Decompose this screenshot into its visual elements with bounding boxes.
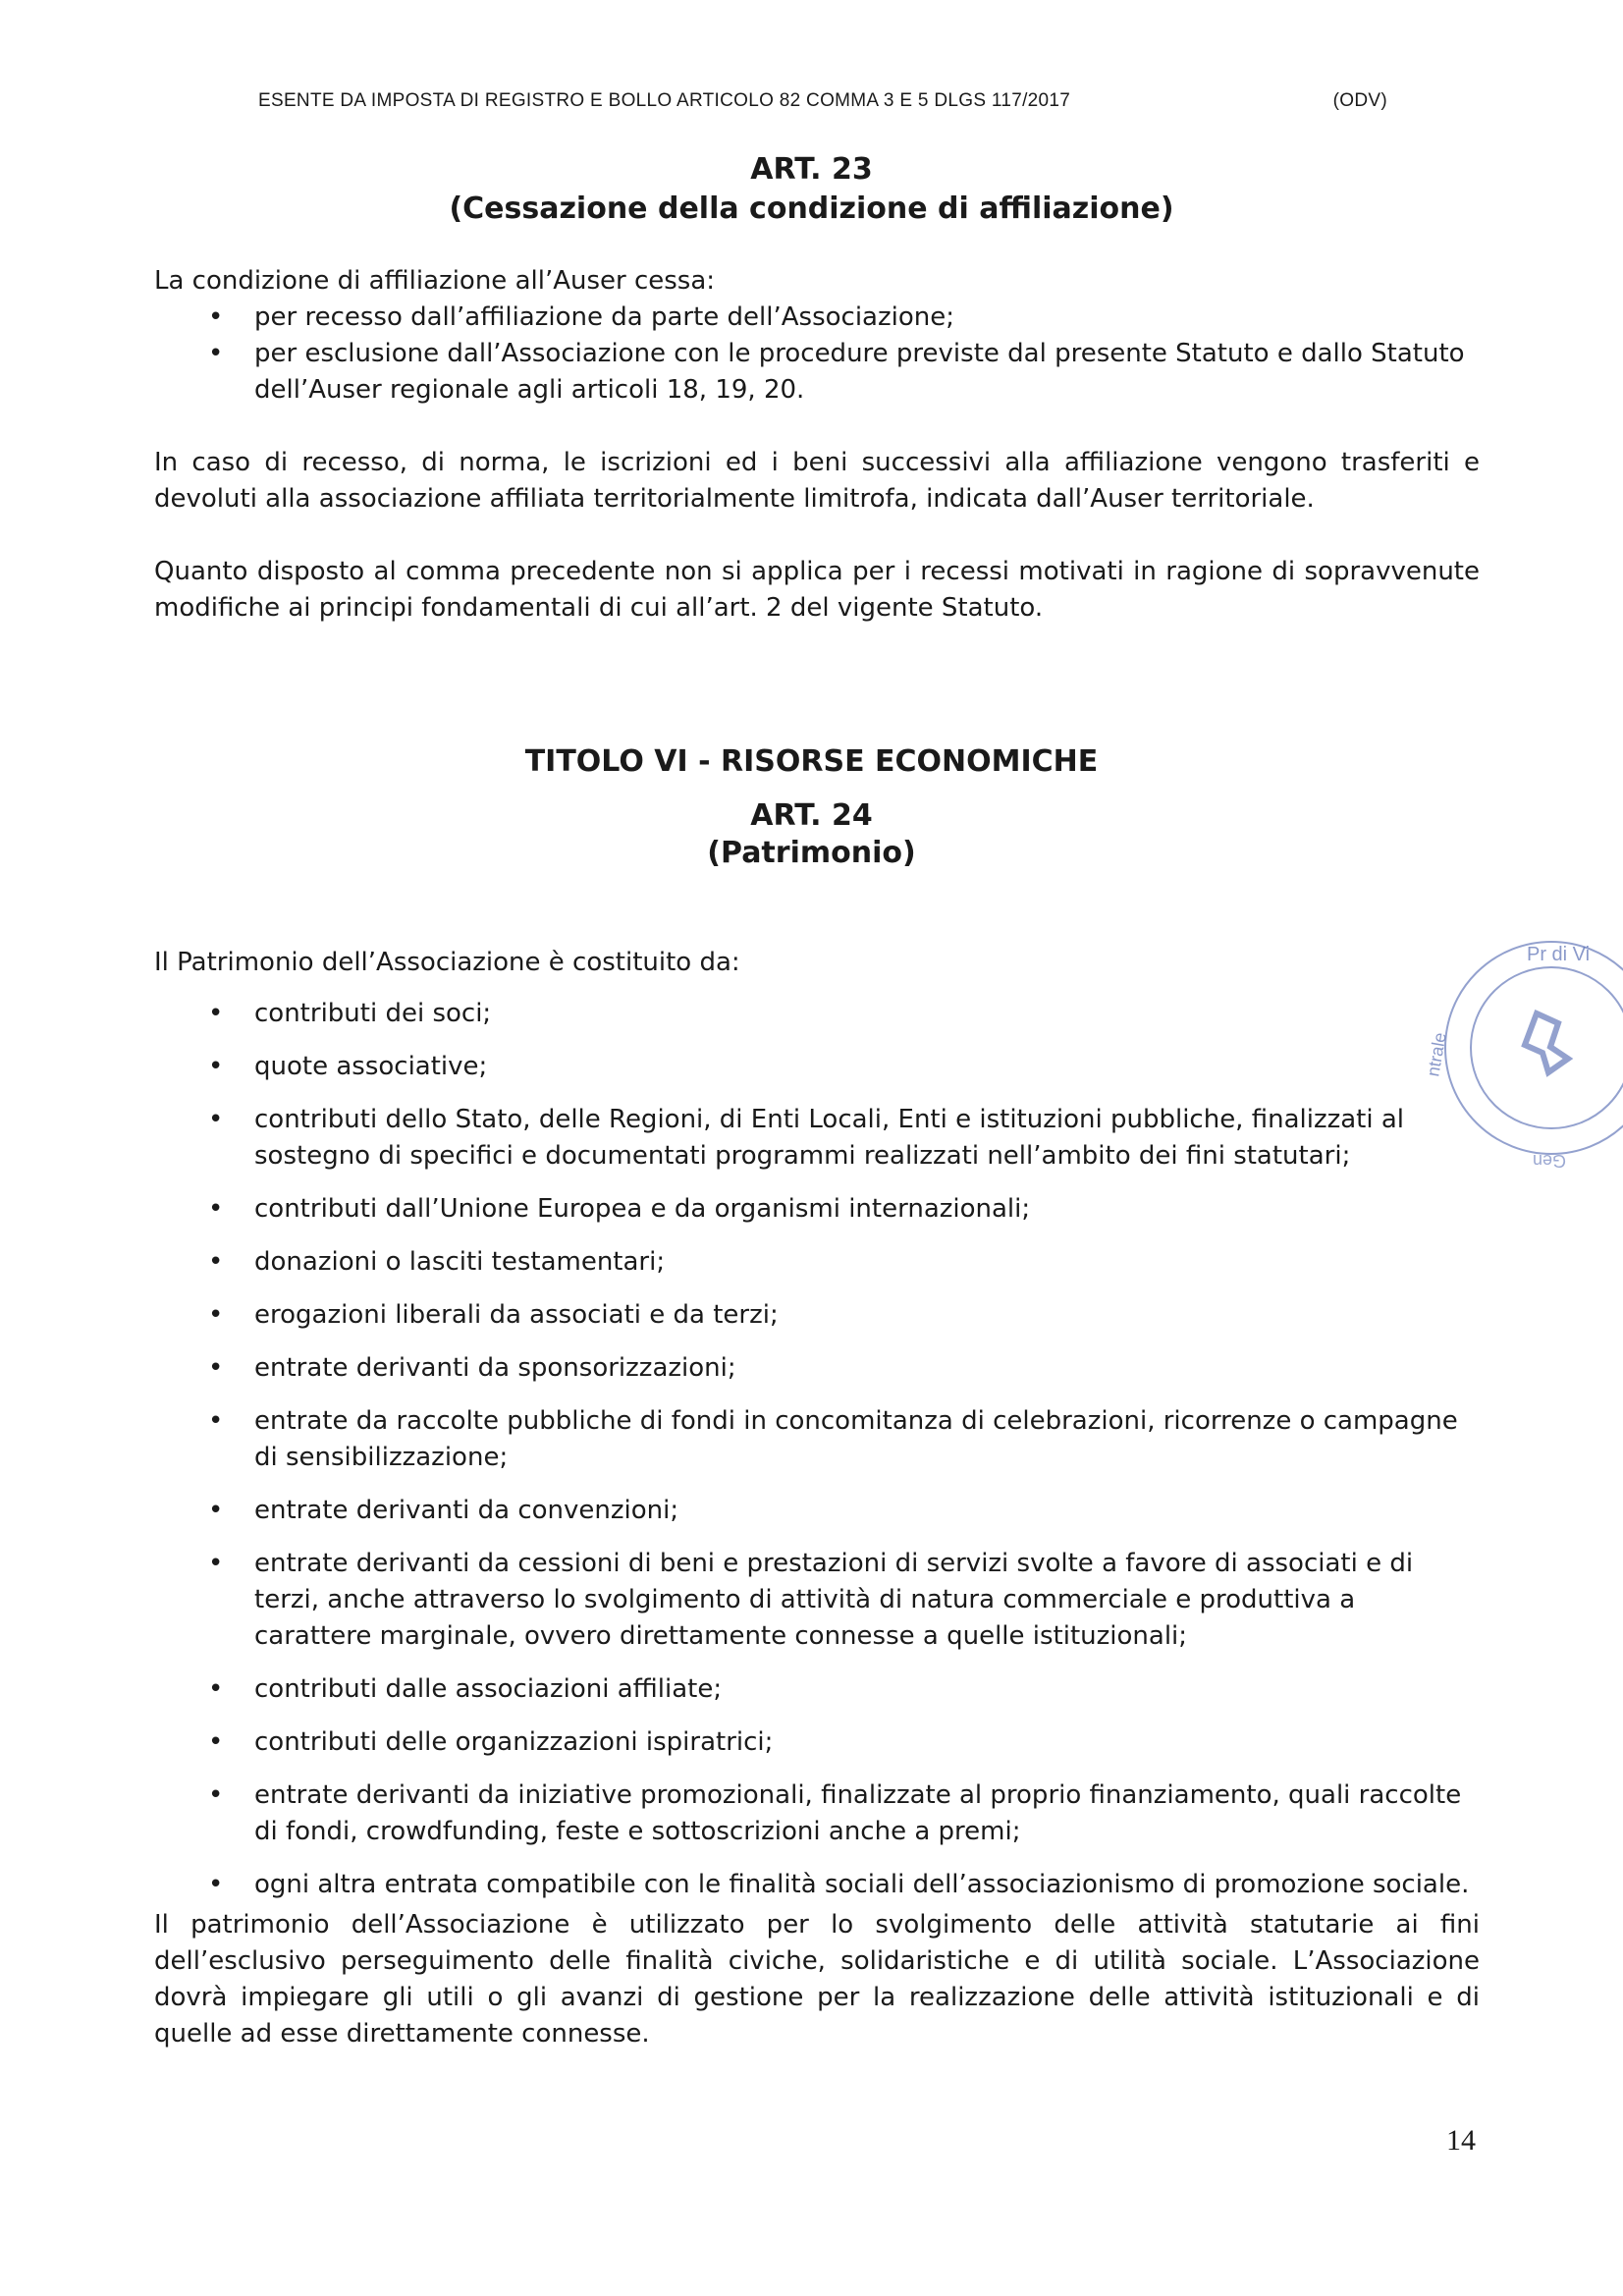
list-item: • entrate derivanti da convenzioni; [154,1493,1480,1529]
art23-paragraph-recesso: In caso di recesso, di norma, le iscrizioni ed i beni successivi alla affiliazione vengono trasferiti e devoluti alla associazione affiliata territorialmente limitrofa, indicata dall’Auser territoriale. [154,448,1480,514]
art24-title: (Patrimonio) [707,836,916,870]
stamp-text-top: Pr di Vi [1527,944,1591,965]
art24-list [154,996,1480,1903]
titolo-heading: TITOLO VI - RISORSE ECONOMICHE [524,744,1099,779]
list-item: • ogni altra entrata compatibile con le finalità sociali dell’associazionismo di promozione sociale. [154,1867,1480,1903]
art23-list [154,300,1480,409]
page-number: 14 [1446,2124,1476,2157]
list-item: • per esclusione dall’Associazione con le procedure previste dal presente Statuto e dallo Statuto dell’Auser regionale agli articoli 18, 19, 20. [154,336,1480,409]
stamp-icon [1389,935,1623,1180]
list-item: • erogazioni liberali da associati e da terzi; [154,1297,1480,1334]
list-item: • contributi dalle associazioni affiliate; [154,1671,1480,1708]
art23-number: ART. 23 [750,152,873,187]
list-item: • contributi dello Stato, delle Regioni, di Enti Locali, Enti e istituzioni pubbliche, finalizzati al sostegno di specifici e documentati programmi realizzati nell’ambito dei fini statutari; [154,1102,1480,1175]
header-exemption-note: ESENTE DA IMPOSTA DI REGISTRO E BOLLO ARTICOLO 82 COMMA 3 E 5 DLGS 117/2017 [258,90,1071,111]
art24-closing-paragraph: Il patrimonio dell’Associazione è utilizzato per lo svolgimento delle attività statutarie ai fini dell’esclusivo perseguimento delle finalità civiche, solidaristiche e di utilità sociale. L’Associazione dovrà impiegare gli utili o gli avanzi di gestione per la realizzazione delle attività istituzionali e di quelle ad esse direttamente connesse. [154,1910,1480,2049]
list-item: • entrate da raccolte pubbliche di fondi in concomitanza di celebrazioni, ricorrenze o campagne di sensibilizzazione; [154,1403,1480,1476]
header-odv-tag: (ODV) [1332,90,1387,111]
art23-title: (Cessazione della condizione di affiliazione) [449,191,1174,226]
list-item: • per recesso dall’affiliazione da parte dell’Associazione; [154,300,1480,336]
official-stamp [1389,935,1623,1180]
list-item: • contributi dall’Unione Europea e da organismi internazionali; [154,1191,1480,1228]
list-item: • entrate derivanti da sponsorizzazioni; [154,1350,1480,1387]
list-item: • contributi delle organizzazioni ispiratrici; [154,1724,1480,1761]
stamp-text-side: ntrale [1423,1030,1450,1078]
list-item: • entrate derivanti da cessioni di beni e prestazioni di servizi svolte a favore di associati e di terzi, anche attraverso lo svolgimento di attività di natura commerciale e produttiva a carattere marginale, ovvero direttamente connesse a quelle istituzionali; [154,1546,1480,1655]
art23-paragraph-eccezione: Quanto disposto al comma precedente non si applica per i recessi motivati in ragione di sopravvenute modifiche ai principi fondamentali di cui all’art. 2 del vigente Statuto. [154,557,1480,623]
art23-body [154,263,1480,627]
art23-intro: La condizione di affiliazione all’Auser cessa: [154,266,716,296]
page-header [258,90,1387,112]
stamp-text-bottom: Gen [1532,1151,1566,1171]
list-item: • contributi dei soci; [154,996,1480,1032]
art24-number: ART. 24 [750,798,873,833]
art24-body [154,945,1480,2052]
list-item: • quote associative; [154,1049,1480,1085]
list-item: • donazioni o lasciti testamentari; [154,1244,1480,1281]
list-item: • entrate derivanti da iniziative promozionali, finalizzate al proprio finanziamento, quali raccolte di fondi, crowdfunding, feste e sottoscrizioni anche a premi; [154,1777,1480,1850]
art24-intro: Il Patrimonio dell’Associazione è costituito da: [154,948,740,977]
